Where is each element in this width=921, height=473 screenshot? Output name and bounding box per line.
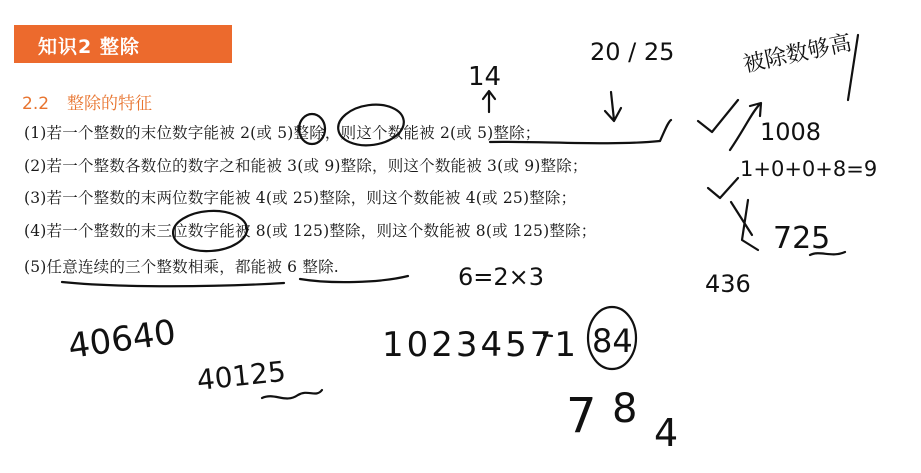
check-mark-4 [731, 200, 758, 250]
topic-title: 知识2 整除 [38, 36, 140, 58]
hw-84: 84 [592, 322, 633, 360]
underline-rule-1 [490, 120, 671, 143]
hw-1023457: 10234571 [382, 325, 580, 365]
underline-rule-5b [300, 276, 408, 282]
check-mark-3 [708, 178, 738, 198]
circle-mark-2 [299, 114, 325, 144]
underline-rule-5a [62, 282, 284, 286]
rule-5: (5)任意连续的三个整数相乘，都能被 6 整除. [24, 258, 339, 276]
wavy-underline-40125 [262, 390, 322, 398]
rule-3: (3)若一个整数的末两位数字能被 4(或 25)整除，则这个数能被 4(或 25)整除； [24, 189, 577, 207]
arrow-up-mark [483, 91, 495, 112]
hw-7: 7 [566, 388, 597, 444]
hw-6-eq: 6=2×3 [458, 263, 545, 291]
section-title: 整除的特征 [67, 94, 153, 114]
hw-4: 4 [654, 411, 679, 455]
circle-mark-last-three [172, 208, 249, 253]
hw-14: 14 [468, 62, 502, 92]
arrow-down-mark [605, 92, 621, 121]
rule-2: (2)若一个整数各数位的数字之和能被 3(或 9)整除，则这个数能被 3(或 9)整除； [24, 157, 588, 175]
hw-436: 436 [705, 270, 751, 298]
hw-725: 725 [773, 221, 831, 256]
check-mark-1 [698, 100, 738, 132]
hw-1008: 1008 [760, 118, 822, 146]
rule-4: (4)若一个整数的末三位数字能被 8(或 125)整除，则这个数能被 8(或 125)整除； [24, 222, 597, 240]
curve-mark-1008 [730, 103, 761, 150]
rule-1: (1)若一个整数的末位数字能被 2(或 5)整除，则这个数能被 2(或 5)整除； [24, 124, 541, 142]
hw-40640: 40640 [65, 312, 179, 367]
hw-20-25: 20 / 25 [590, 38, 675, 66]
hw-40125: 40125 [195, 354, 288, 397]
hw-8: 8 [612, 386, 638, 432]
section-number: 2.2 [22, 94, 50, 114]
circle-mark-5 [336, 101, 407, 150]
hw-top-right-note: 被除数够高 [741, 30, 854, 78]
hw-digit-sum: 1+0+0+8=9 [740, 157, 878, 181]
